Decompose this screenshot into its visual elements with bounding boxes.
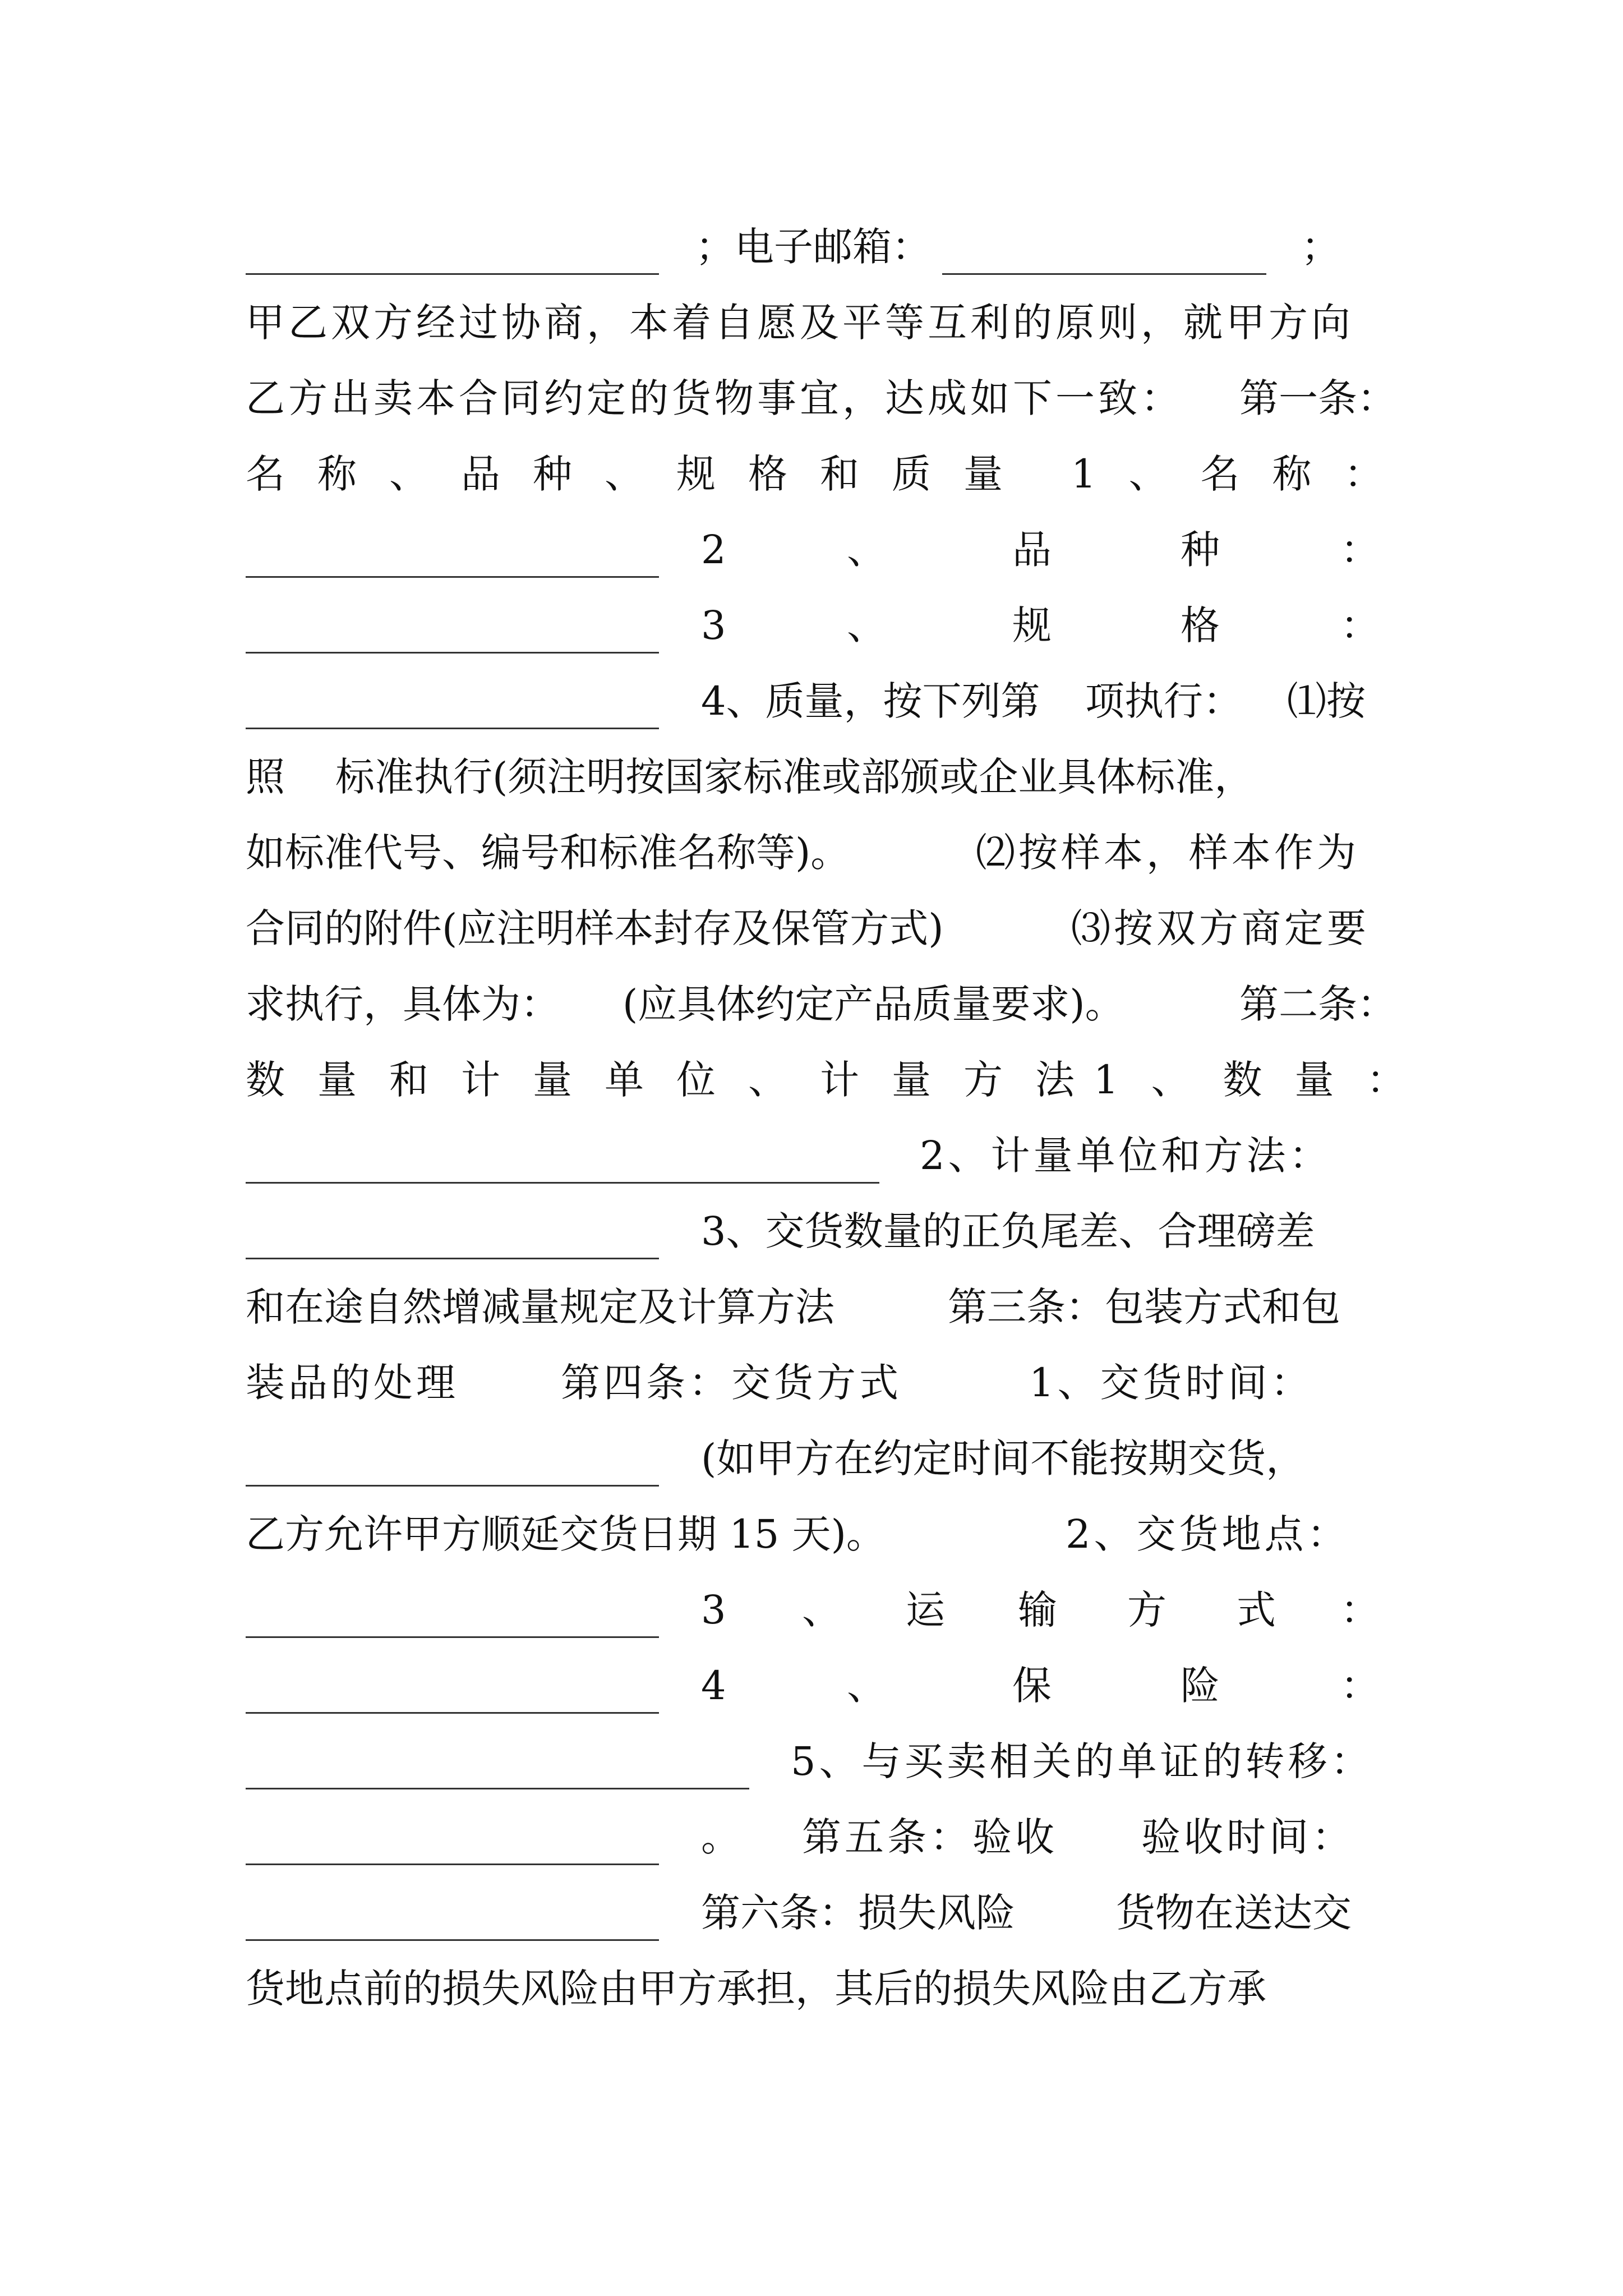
line-segment: 第四条：交货方式 xyxy=(561,1360,902,1406)
line-segment: 第一条： xyxy=(1239,375,1396,421)
line-segment: 和在途自然增减量规定及计算方法 xyxy=(246,1284,834,1330)
text-line xyxy=(0,286,1623,359)
line-segment: 3、交货数量的正负尾差、合理磅差 xyxy=(701,1208,1315,1254)
line-segment: (如甲方在约定时间不能按期交货， xyxy=(701,1435,1306,1481)
line-segment: 保 xyxy=(1012,1663,1052,1709)
text-line xyxy=(0,513,1623,586)
fill-in-blank xyxy=(246,1939,659,1941)
line-segment: ； xyxy=(1301,224,1340,270)
line-segment: 照 xyxy=(246,754,285,800)
fill-in-blank xyxy=(246,1712,659,1714)
text-line xyxy=(0,1346,1623,1419)
line-segment: 合同的附件(应注明样本封存及保管方式) xyxy=(246,905,944,951)
line-segment: ；电子邮箱： xyxy=(695,224,931,270)
line-segment: 4、质量，按下列第 xyxy=(701,678,1040,724)
line-segment: 第三条：包装方式和包 xyxy=(948,1284,1340,1330)
fill-in-blank xyxy=(246,1636,659,1638)
line-segment: 、 xyxy=(802,1587,841,1633)
line-segment: 、 xyxy=(847,527,886,573)
fill-in-blank xyxy=(246,576,659,578)
line-segment: 乙方允许甲方顺延交货日期 15 天)。 xyxy=(246,1511,886,1557)
line-segment: ⑴按 xyxy=(1287,678,1366,724)
text-line xyxy=(0,589,1623,662)
line-segment: 2、交货地点： xyxy=(1066,1511,1350,1557)
line-segment: 3 xyxy=(701,1587,726,1633)
line-segment: 1、名称： xyxy=(1071,451,1416,497)
line-segment: 2、计量单位和方法： xyxy=(920,1133,1332,1179)
line-segment: ⑶按双方商定要 xyxy=(1071,905,1370,951)
text-line xyxy=(0,1876,1623,1949)
fill-in-blank xyxy=(942,273,1266,275)
line-segment: 标准执行(须注明按国家标准或部颁或企业具体标准， xyxy=(335,754,1254,800)
line-segment: 。 xyxy=(701,1814,740,1860)
text-line xyxy=(0,1498,1623,1571)
line-segment: 运 xyxy=(906,1587,945,1633)
line-segment: 数量和计量单位、计量方法 xyxy=(246,1057,1107,1103)
line-segment: 种 xyxy=(1181,527,1220,573)
text-line xyxy=(0,892,1623,965)
text-line xyxy=(0,1801,1623,1874)
line-segment: ： xyxy=(1340,527,1380,573)
fill-in-blank xyxy=(246,728,659,729)
line-segment: 5、与买卖相关的单证的转移： xyxy=(791,1738,1373,1784)
line-segment: 品 xyxy=(1012,527,1052,573)
line-segment: 货物在送达交 xyxy=(1116,1890,1352,1936)
text-line xyxy=(0,816,1623,889)
text-line xyxy=(0,1119,1623,1192)
text-line xyxy=(0,1952,1623,2025)
line-segment: 验收时间： xyxy=(1141,1814,1354,1860)
line-segment: ： xyxy=(1340,602,1380,648)
line-segment: 名称、品种、规格和质量 xyxy=(246,451,1035,497)
line-segment: 2 xyxy=(701,527,726,573)
line-segment: 如标准代号、编号和标准名称等)。 xyxy=(246,830,850,876)
text-line xyxy=(0,1271,1623,1343)
line-segment: 甲乙双方经过协商，本着自愿及平等互利的原则，就甲方向 xyxy=(246,300,1354,346)
line-segment: 格 xyxy=(1181,602,1220,648)
fill-in-blank xyxy=(246,273,659,275)
line-segment: ： xyxy=(1340,1587,1380,1633)
line-segment: 、 xyxy=(847,602,886,648)
text-line xyxy=(0,1422,1623,1495)
line-segment: 4 xyxy=(701,1663,726,1709)
line-segment: ： xyxy=(1340,1663,1380,1709)
line-segment: 式 xyxy=(1237,1587,1276,1633)
text-line xyxy=(0,1195,1623,1268)
fill-in-blank xyxy=(246,1182,879,1184)
text-line xyxy=(0,210,1623,283)
line-segment: 规 xyxy=(1012,602,1052,648)
line-segment: 第五条：验收 xyxy=(802,1814,1058,1860)
text-line xyxy=(0,438,1623,510)
line-segment: 1、数量： xyxy=(1094,1057,1438,1103)
fill-in-blank xyxy=(246,1788,749,1789)
fill-in-blank xyxy=(246,1864,659,1865)
line-segment: 求执行，具体为： xyxy=(246,981,560,1027)
line-segment: 项执行： xyxy=(1085,678,1242,724)
line-segment: 、 xyxy=(847,1663,886,1709)
text-line xyxy=(0,1573,1623,1646)
line-segment: 乙方出卖本合同约定的货物事宜，达成如下一致： xyxy=(246,375,1183,421)
line-segment: 方 xyxy=(1127,1587,1166,1633)
line-segment: 货地点前的损失风险由甲方承担，其后的损失风险由乙方承 xyxy=(246,1966,1266,2012)
text-line xyxy=(0,1649,1623,1722)
line-segment: 装品的处理 xyxy=(246,1360,459,1406)
text-line xyxy=(0,362,1623,435)
text-line xyxy=(0,740,1623,813)
line-segment: 3 xyxy=(701,602,726,648)
line-segment: (应具体约定产品质量要求)。 xyxy=(623,981,1124,1027)
fill-in-blank xyxy=(246,652,659,654)
line-segment: 1、交货时间： xyxy=(1029,1360,1313,1406)
text-line xyxy=(0,1725,1623,1798)
line-segment: 输 xyxy=(1018,1587,1057,1633)
text-line xyxy=(0,968,1623,1041)
line-segment: 第二条： xyxy=(1239,981,1396,1027)
text-line xyxy=(0,665,1623,738)
line-segment: 险 xyxy=(1181,1663,1220,1709)
text-line xyxy=(0,1043,1623,1116)
line-segment: 第六条：损失风险 xyxy=(701,1890,1015,1936)
fill-in-blank xyxy=(246,1258,659,1259)
line-segment: ⑵按样本，样本作为 xyxy=(976,830,1359,876)
fill-in-blank xyxy=(246,1485,659,1487)
